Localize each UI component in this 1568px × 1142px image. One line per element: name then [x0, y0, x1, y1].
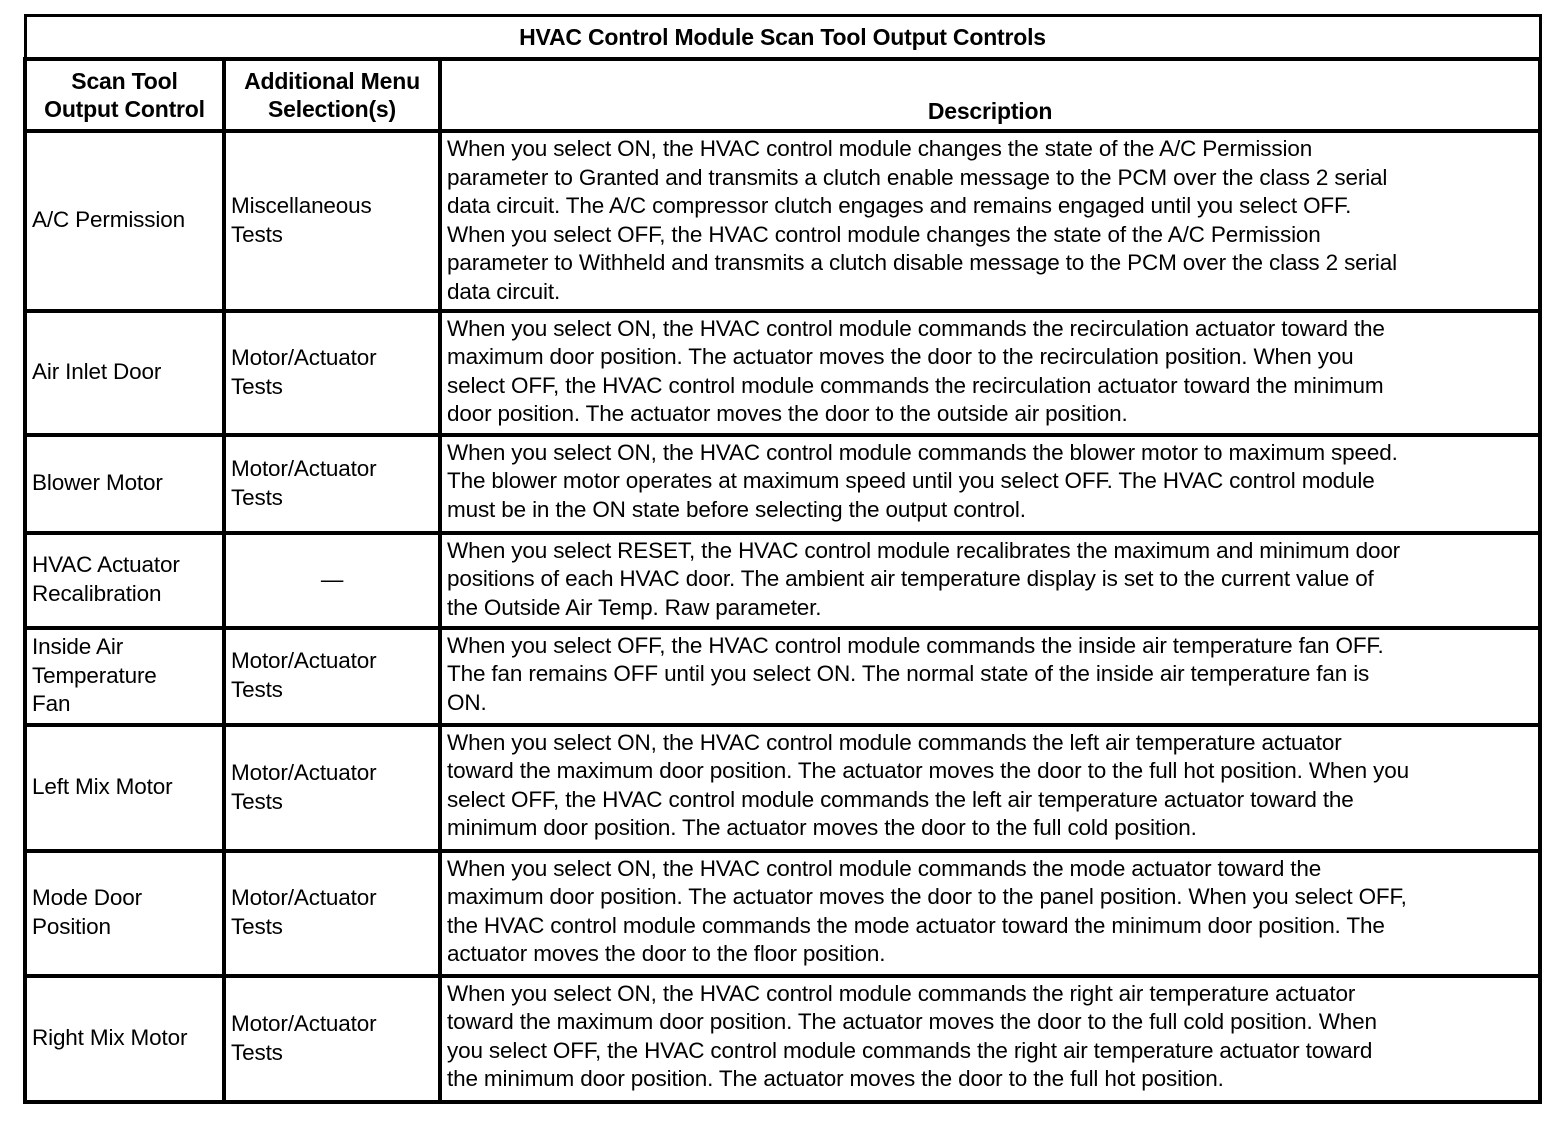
- table-row: [25, 311, 1540, 435]
- table-row: [25, 725, 1540, 851]
- menu-selection: —: [320, 566, 344, 592]
- output-control-name-cell: [25, 851, 224, 976]
- menu-selection: Motor/Actuator: [231, 885, 377, 911]
- description-cell: [440, 725, 1540, 851]
- menu-selection: Tests: [231, 373, 283, 399]
- description-line: data circuit.: [447, 278, 561, 304]
- column-header-line: Output Control: [44, 96, 205, 122]
- description-cell: [440, 435, 1540, 533]
- menu-selection: Tests: [231, 677, 283, 703]
- output-control-name: Blower Motor: [32, 470, 163, 496]
- table-row: [25, 976, 1540, 1102]
- output-control-name: A/C Permission: [32, 207, 185, 233]
- description-line: select OFF, the HVAC control module commands the left air temperature actuator toward the: [447, 786, 1354, 812]
- description-line: must be in the ON state before selecting the output control.: [447, 496, 1026, 522]
- description-line: When you select ON, the HVAC control module changes the state of the A/C Permission: [447, 136, 1313, 161]
- description-line: When you select ON, the HVAC control module commands the left air temperature actuator: [447, 729, 1342, 755]
- output-control-name-cell: [25, 311, 224, 435]
- menu-selection: Motor/Actuator: [231, 648, 377, 674]
- description-line: door position. The actuator moves the door to the outside air position.: [447, 401, 1128, 427]
- description-cell: [440, 311, 1540, 435]
- column-header-description: [440, 59, 1540, 131]
- description-line: When you select ON, the HVAC control module commands the mode actuator toward the: [447, 855, 1322, 881]
- description-line: maximum door position. The actuator moves the door to the recirculation position. When you: [447, 344, 1354, 370]
- menu-selection: Tests: [231, 1039, 283, 1065]
- column-header-line: Description: [927, 98, 1053, 124]
- table-row: [25, 131, 1540, 311]
- menu-selection: Motor/Actuator: [231, 455, 377, 481]
- description-line: When you select ON, the HVAC control module commands the right air temperature actuator: [447, 980, 1356, 1006]
- description-line: minimum door position. The actuator moves the door to the full cold position.: [447, 815, 1197, 841]
- description-line: When you select RESET, the HVAC control module recalibrates the maximum and minimum door: [447, 537, 1401, 563]
- description-line: The fan remains OFF until you select ON. The normal state of the inside air temperature fan is: [447, 661, 1370, 687]
- menu-selection-cell: [224, 976, 440, 1102]
- output-control-name-cell: [25, 976, 224, 1102]
- output-control-name: Left Mix Motor: [32, 774, 173, 800]
- output-control-name: Position: [32, 914, 111, 940]
- description-line: the minimum door position. The actuator moves the door to the full hot position.: [447, 1066, 1224, 1092]
- output-control-name-cell: [25, 131, 224, 311]
- description-line: maximum door position. The actuator moves the door to the panel position. When you select OFF,: [447, 884, 1407, 910]
- description-line: ON.: [447, 689, 487, 715]
- output-control-name: Mode Door: [32, 885, 142, 911]
- table-body: [25, 131, 1540, 1102]
- output-control-name: Recalibration: [32, 581, 162, 607]
- description-line: toward the maximum door position. The actuator moves the door to the full hot position. When you: [447, 758, 1409, 784]
- menu-selection-cell: [224, 725, 440, 851]
- description-line: parameter to Withheld and transmits a clutch disable message to the PCM over the class 2 serial: [447, 250, 1397, 276]
- column-header-row: [25, 59, 1540, 131]
- output-control-name-cell: [25, 725, 224, 851]
- output-control-name: Right Mix Motor: [32, 1025, 188, 1051]
- description-line: actuator moves the door to the floor position.: [447, 941, 886, 967]
- column-header-line: Scan Tool: [71, 68, 178, 94]
- description-cell: [440, 131, 1540, 311]
- output-control-name: Temperature: [32, 662, 157, 688]
- description-line: the Outside Air Temp. Raw parameter.: [447, 594, 822, 620]
- description-line: toward the maximum door position. The actuator moves the door to the full cold position. When: [447, 1009, 1377, 1035]
- column-header-additional-menu-selections: [224, 59, 440, 131]
- menu-selection: Tests: [231, 788, 283, 814]
- menu-selection-cell: [224, 628, 440, 725]
- output-control-name: Inside Air: [32, 634, 124, 660]
- description-cell: [440, 976, 1540, 1102]
- description-cell: [440, 628, 1540, 725]
- menu-selection: Tests: [231, 914, 283, 940]
- description-line: the HVAC control module commands the mode actuator toward the minimum door position. The: [447, 912, 1385, 938]
- menu-selection: Tests: [231, 484, 283, 510]
- menu-selection: Tests: [231, 221, 283, 247]
- output-control-name-cell: [25, 435, 224, 533]
- menu-selection: Motor/Actuator: [231, 344, 377, 370]
- table-row: [25, 628, 1540, 725]
- description-line: you select OFF, the HVAC control module commands the right air temperature actuator toward: [447, 1037, 1373, 1063]
- menu-selection-cell: [224, 435, 440, 533]
- column-header-line: Selection(s): [268, 96, 396, 122]
- output-controls-table: [23, 14, 1542, 1104]
- description-line: select OFF, the HVAC control module commands the recirculation actuator toward the minimum: [447, 372, 1384, 398]
- output-control-name-cell: [25, 628, 224, 725]
- description-line: data circuit. The A/C compressor clutch engages and remains engaged until you select OFF.: [447, 193, 1352, 219]
- menu-selection-cell: [224, 851, 440, 976]
- menu-selection: Miscellaneous: [231, 193, 372, 219]
- description-line: parameter to Granted and transmits a clutch enable message to the PCM over the class 2 serial: [447, 164, 1388, 190]
- output-control-name: HVAC Actuator: [32, 552, 180, 578]
- table-title-row: [25, 16, 1540, 60]
- column-header-line: Additional Menu: [244, 68, 420, 94]
- output-controls-table-frame: [23, 14, 1538, 1121]
- table-row: [25, 851, 1540, 976]
- description-line: When you select ON, the HVAC control module commands the recirculation actuator toward the: [447, 315, 1385, 341]
- table-row: [25, 435, 1540, 533]
- description-line: When you select OFF, the HVAC control module changes the state of the A/C Permission: [447, 221, 1321, 247]
- description-line: The blower motor operates at maximum speed until you select OFF. The HVAC control module: [447, 468, 1375, 494]
- description-cell: [440, 533, 1540, 628]
- menu-selection-cell: [224, 311, 440, 435]
- menu-selection: Motor/Actuator: [231, 1010, 377, 1036]
- description-line: When you select OFF, the HVAC control module commands the inside air temperature fan OFF.: [447, 632, 1384, 658]
- output-control-name-cell: [25, 533, 224, 628]
- output-control-name: Fan: [32, 691, 71, 717]
- description-line: When you select ON, the HVAC control module commands the blower motor to maximum speed.: [447, 439, 1398, 465]
- menu-selection-cell: [224, 533, 440, 628]
- description-line: positions of each HVAC door. The ambient air temperature display is set to the current value of: [447, 566, 1374, 592]
- description-cell: [440, 851, 1540, 976]
- column-header-scan-tool-output-control: [25, 59, 224, 131]
- table-title: HVAC Control Module Scan Tool Output Controls: [25, 16, 1540, 60]
- menu-selection-cell: [224, 131, 440, 311]
- table-row: [25, 533, 1540, 628]
- output-control-name: Air Inlet Door: [32, 359, 162, 385]
- menu-selection: Motor/Actuator: [231, 759, 377, 785]
